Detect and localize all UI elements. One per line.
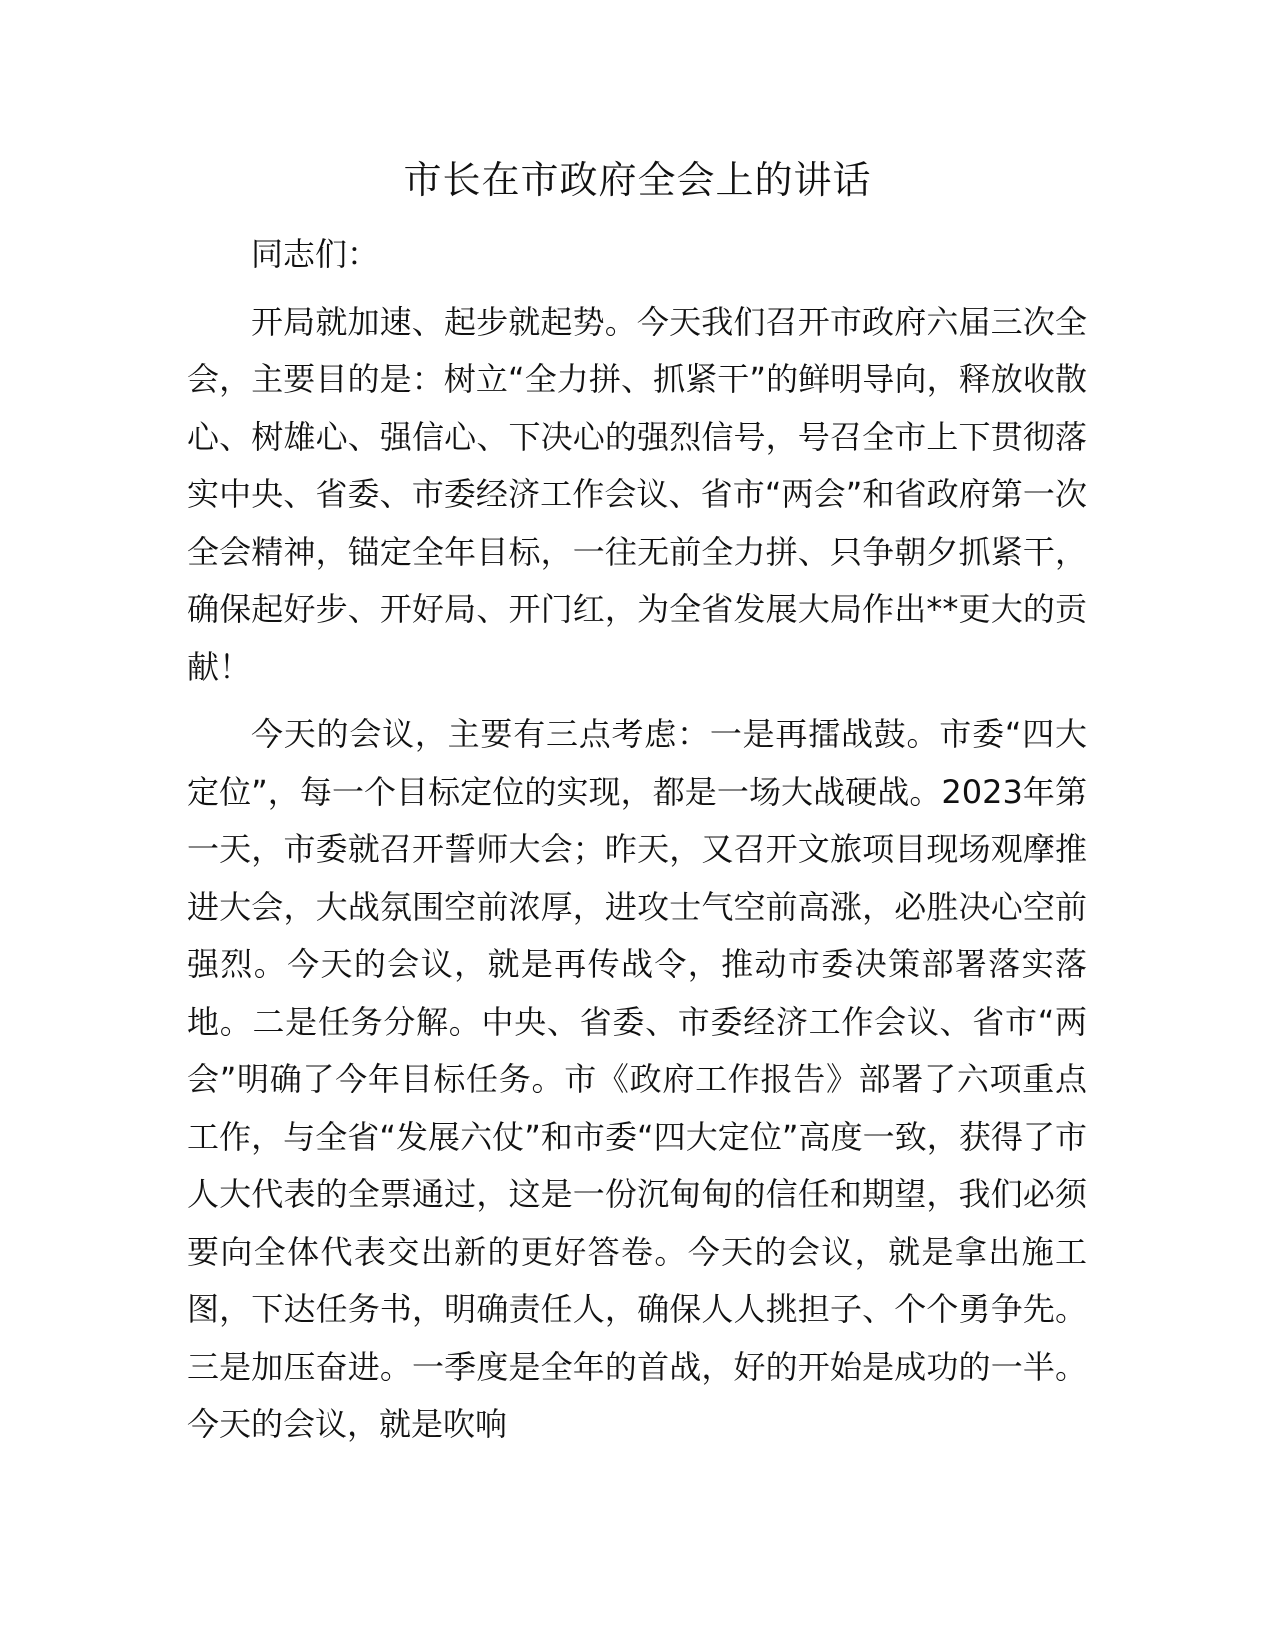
document-body (187, 226, 1087, 1454)
paragraph-1: 开局就加速、起步就起势。今天我们召开市政府六届三次全会，主要目的是：树立“全力拼、抓紧干”的鲜明导向，释放收散心、树雄心、强信心、下决心的强烈信号，号召全市上下贯彻落实中央、省委、市委经济工作会议、省市“两会”和省政府第一次全会精神，锚定全年目标，一往无前全力拼、只争朝夕抓紧干，确保起好步、开好局、开门红，为全省发展大局作出**更大的贡献！ (187, 302, 1087, 686)
salutation: 同志们： (251, 235, 380, 273)
document-title: 市长在市政府全会上的讲话 (403, 158, 872, 202)
paragraph-2: 今天的会议，主要有三点考虑：一是再擂战鼓。市委“四大定位”，每一个目标定位的实现，都是一场大战硬战。2023年第一天，市委就召开誓师大会；昨天，又召开文旅项目现场观摩推进大会，大战氛围空前浓厚，进攻士气空前高涨，必胜决心空前强烈。今天的会议，就是再传战令，推动市委决策部署落实落地。二是任务分解。中央、省委、市委经济工作会议、省市“两会”明确了今年目标任务。市《政府工作报告》部署了六项重点工作，与全省“发展六仗”和市委“四大定位”高度一致，获得了市人大代表的全票通过，这是一份沉甸甸的信任和期望，我们必须要向全体代表交出新的更好答卷。今天的会议，就是拿出施工图，下达任务书，明确责任人，确保人人挑担子、个个勇争先。三是加压奋进。一季度是全年的首战，好的开始是成功的一半。今天的会议，就是吹响 (187, 715, 1087, 1443)
